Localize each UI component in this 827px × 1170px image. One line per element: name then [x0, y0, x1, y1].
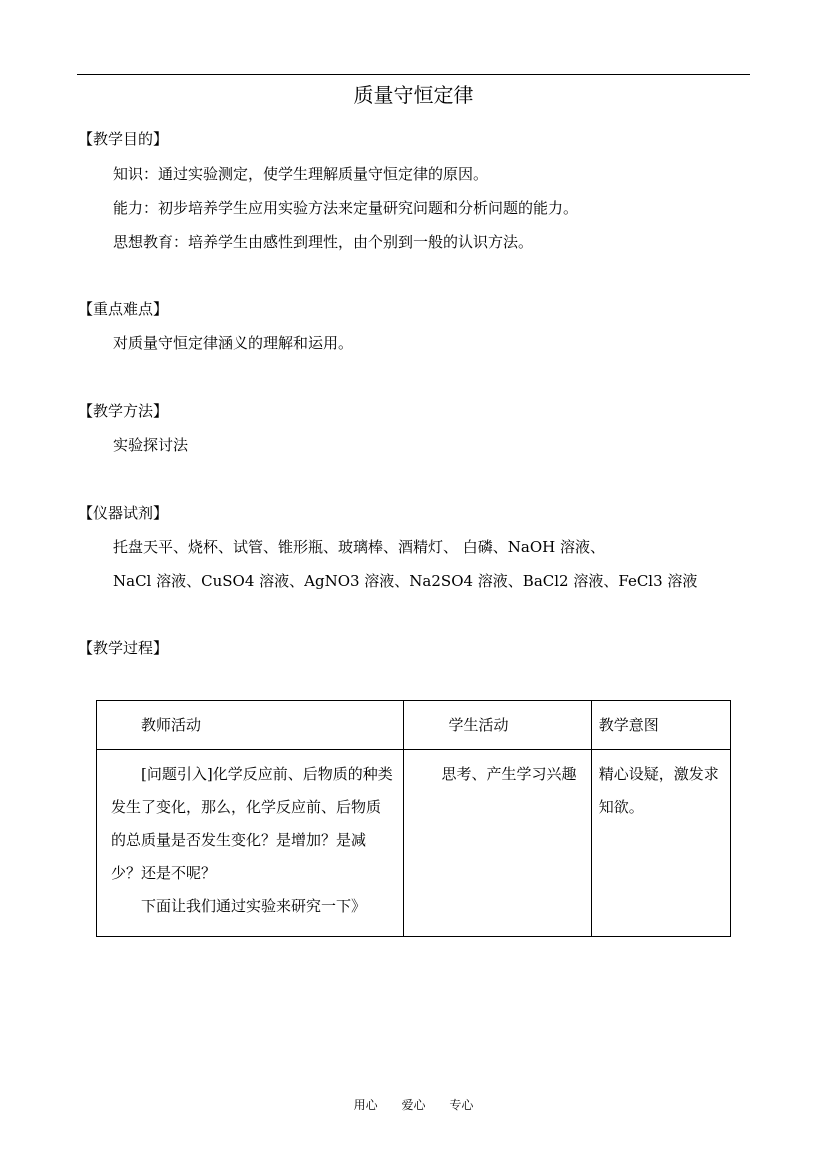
objective-knowledge: 知识：通过实验测定，使学生理解质量守恒定律的原因。: [113, 165, 489, 183]
teaching-intent-cell: [591, 750, 730, 937]
footer-word-2: 爱心: [401, 1098, 426, 1112]
page-title: 质量守恒定律: [353, 83, 474, 107]
footer-word-1: 用心: [353, 1098, 378, 1112]
student-activity-cell: [404, 750, 591, 937]
teaching-process-table: [96, 700, 731, 937]
header-intent-label: 教学意图: [598, 716, 659, 734]
key-points-text: 对质量守恒定律涵义的理解和运用。: [113, 334, 354, 352]
teaching-intent-text: 精心设疑，激发求知欲。: [598, 765, 719, 816]
method-text: 实验探讨法: [113, 436, 189, 454]
student-activity-text: 思考、产生学习兴趣: [441, 765, 577, 783]
equipment-line-1: 托盘天平、烧杯、试管、锥形瓶、玻璃棒、酒精灯、 白磷、NaOH 溶液、: [113, 538, 605, 556]
method-heading: 【教学方法】: [78, 402, 169, 420]
header-cell-teacher: [97, 701, 404, 750]
header-teacher-label: 教师活动: [141, 716, 202, 734]
objectives-heading: 【教学目的】: [78, 130, 169, 148]
teacher-question: [问题引入]化学反应前、后物质的种类发生了变化，那么，化学反应前、后物质的总质量是否发生变化？是增加？是减少？还是不呢？: [111, 765, 393, 882]
footer-word-3: 专心: [449, 1098, 474, 1112]
table-row: [97, 750, 731, 937]
process-heading: 【教学过程】: [78, 639, 169, 657]
equipment-heading: 【仪器试剂】: [78, 504, 169, 522]
table-header-row: [97, 701, 731, 750]
teacher-activity-cell: [97, 750, 404, 937]
header-cell-intent: [591, 701, 730, 750]
objective-ability: 能力：初步培养学生应用实验方法来定量研究问题和分析问题的能力。: [113, 199, 579, 217]
key-points-heading: 【重点难点】: [78, 300, 169, 318]
header-cell-student: [404, 701, 591, 750]
header-student-label: 学生活动: [448, 716, 509, 734]
teacher-transition: 下面让我们通过实验来研究一下》: [141, 897, 367, 915]
objective-thought: 思想教育：培养学生由感性到理性，由个别到一般的认识方法。: [113, 233, 534, 251]
header-rule: [77, 74, 750, 75]
equipment-line-2: NaCl 溶液、CuSO4 溶液、AgNO3 溶液、Na2SO4 溶液、BaCl2 溶液、FeCl3 溶液: [113, 572, 698, 590]
page-footer: [0, 1097, 827, 1113]
